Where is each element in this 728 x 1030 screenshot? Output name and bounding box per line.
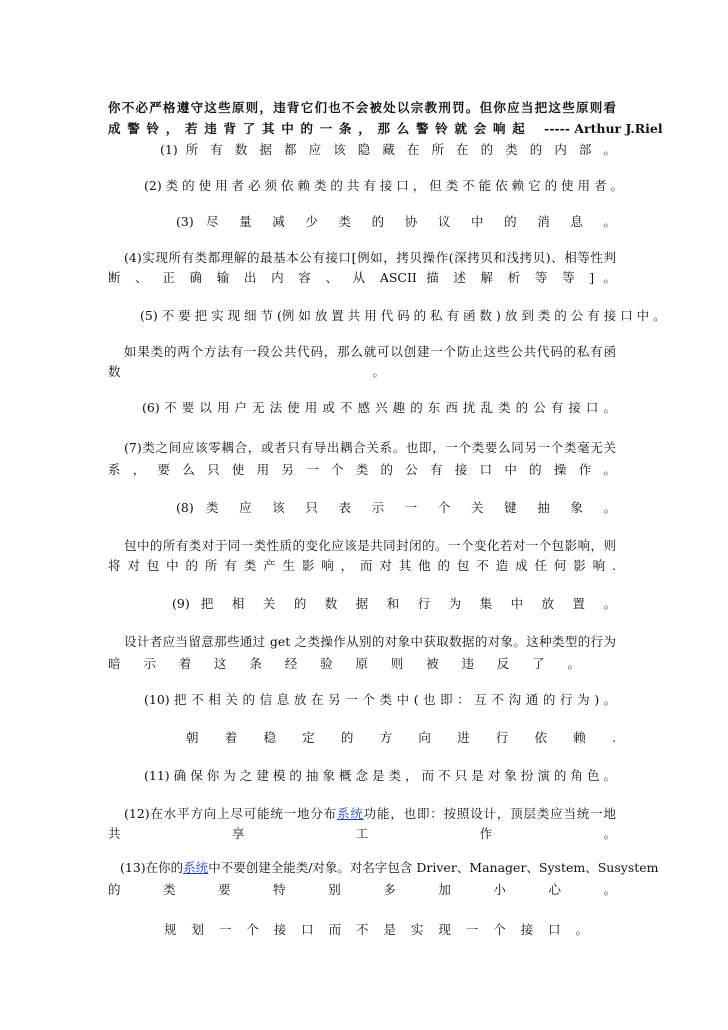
- intro-line-2-text: 成 警 铃 ， 若 违 背 了 其 中 的 一 条 ， 那 么 警 铃 就 会 响 起: [108, 121, 526, 136]
- rule-8: (8) 类 应 该 只 表 示 一 个 关 键 抽 象 。: [176, 500, 616, 515]
- rule-5-note-end: 。: [372, 364, 386, 379]
- rule-10: (10) 把 不 相 关 的 信 息 放 在 另 一 个 类 中 ( 也 即 ： 互 不 沟 通 的 行 为 ) 。: [144, 692, 616, 707]
- rule-12-line-2: 共 享 工 作 。: [108, 826, 616, 841]
- rule-5: (5) 不 要 把 实 现 细 节 (例 如 放 置 共 用 代 码 的 私 有 函 数 ) 放 到 类 的 公 有 接 口 中 。: [140, 308, 666, 323]
- rule-9: (9) 把 相 关 的 数 据 和 行 为 集 中 放 置 。: [172, 596, 616, 611]
- rule-7-line-1: (7)类之间应该零耦合，或者只有导出耦合关系。也即，一个类要么同另一个类毫无关: [124, 440, 616, 455]
- rule-3: (3) 尽 量 减 少 类 的 协 议 中 的 消 息 。: [176, 214, 616, 229]
- rule-9-note-line-2: 暗 示 着 这 条 经 验 原 则 被 违 反 了 。: [108, 656, 580, 671]
- rule-2: (2) 类 的 使 用 者 必 须 依 赖 类 的 共 有 接 口 ， 但 类 不 能 依 赖 它 的 使 用 者 。: [144, 178, 623, 193]
- rule-12-pre: (12)在水平方向上尽可能统一地分布: [124, 806, 338, 821]
- author-attribution: ----- Arthur J.Riel: [544, 121, 663, 136]
- rule-13-note: 规 划 一 个 接 口 而 不 是 实 现 一 个 接 口 。: [164, 922, 588, 937]
- rule-5-note-line-2: [108, 364, 616, 380]
- system-link[interactable]: 系统: [337, 806, 364, 821]
- rule-13-pre: (13)在你的: [120, 860, 184, 875]
- system-link-2[interactable]: 系统: [183, 860, 209, 875]
- rule-5-note-word: 数: [108, 364, 121, 379]
- rule-8-note-line-1: 包中的所有类对于同一类性质的变化应该是共同封闭的。一个变化若对一个包影响，则: [124, 538, 616, 553]
- rule-13-line-2: 的 类 要 特 别 多 加 小 心 。: [108, 882, 616, 897]
- rule-13-post: 中不要创建全能类/对象。对名字包含 Driver、Manager、System、Susystem: [208, 860, 659, 875]
- rule-9-note-line-1: 设计者应当留意那些通过 get 之类操作从别的对象中获取数据的对象。这种类型的行为: [124, 634, 616, 649]
- rule-11: (11) 确 保 你 为 之 建 模 的 抽 象 概 念 是 类 ， 而 不 只 是 对 象 扮 演 的 角 色 。: [144, 768, 616, 783]
- rule-10-note: 朝 着 稳 定 的 方 向 进 行 依 赖 .: [186, 730, 616, 745]
- rule-6: (6) 不 要 以 用 户 无 法 使 用 或 不 感 兴 趣 的 东 西 扰 乱 类 的 公 有 接 口 。: [142, 400, 616, 415]
- intro-line-2: [108, 121, 663, 137]
- rule-8-note-line-2: 将 对 包 中 的 所 有 类 产 生 影 响 ， 而 对 其 他 的 包 不 造 成 任 何 影 响 .: [108, 558, 616, 573]
- rule-12-post: 功能，也即：按照设计，顶层类应当统一地: [363, 806, 616, 821]
- rule-4-line-2: 断 、 正 确 输 出 内 容 、 从 ASCII 描 述 解 析 等 等 ] 。: [108, 270, 616, 285]
- rule-12-line-1: [124, 806, 616, 822]
- rule-5-note-line-1: 如果类的两个方法有一段公共代码，那么就可以创建一个防止这些公共代码的私有函: [124, 344, 616, 359]
- rule-13-line-1: [120, 860, 659, 876]
- rule-7-line-2: 系 ， 要 么 只 使 用 另 一 个 类 的 公 有 接 口 中 的 操 作 。: [108, 462, 616, 477]
- intro-line-1: 你不必严格遵守这些原则，违背它们也不会被处以宗教刑罚。但你应当把这些原则看: [108, 100, 616, 115]
- rule-4-line-1: (4)实现所有类都理解的最基本公有接口[例如，拷贝操作(深拷贝和浅拷贝)、相等性判: [124, 250, 616, 265]
- rule-1: (1) 所 有 数 据 都 应 该 隐 藏 在 所 在 的 类 的 内 部 。: [160, 142, 616, 157]
